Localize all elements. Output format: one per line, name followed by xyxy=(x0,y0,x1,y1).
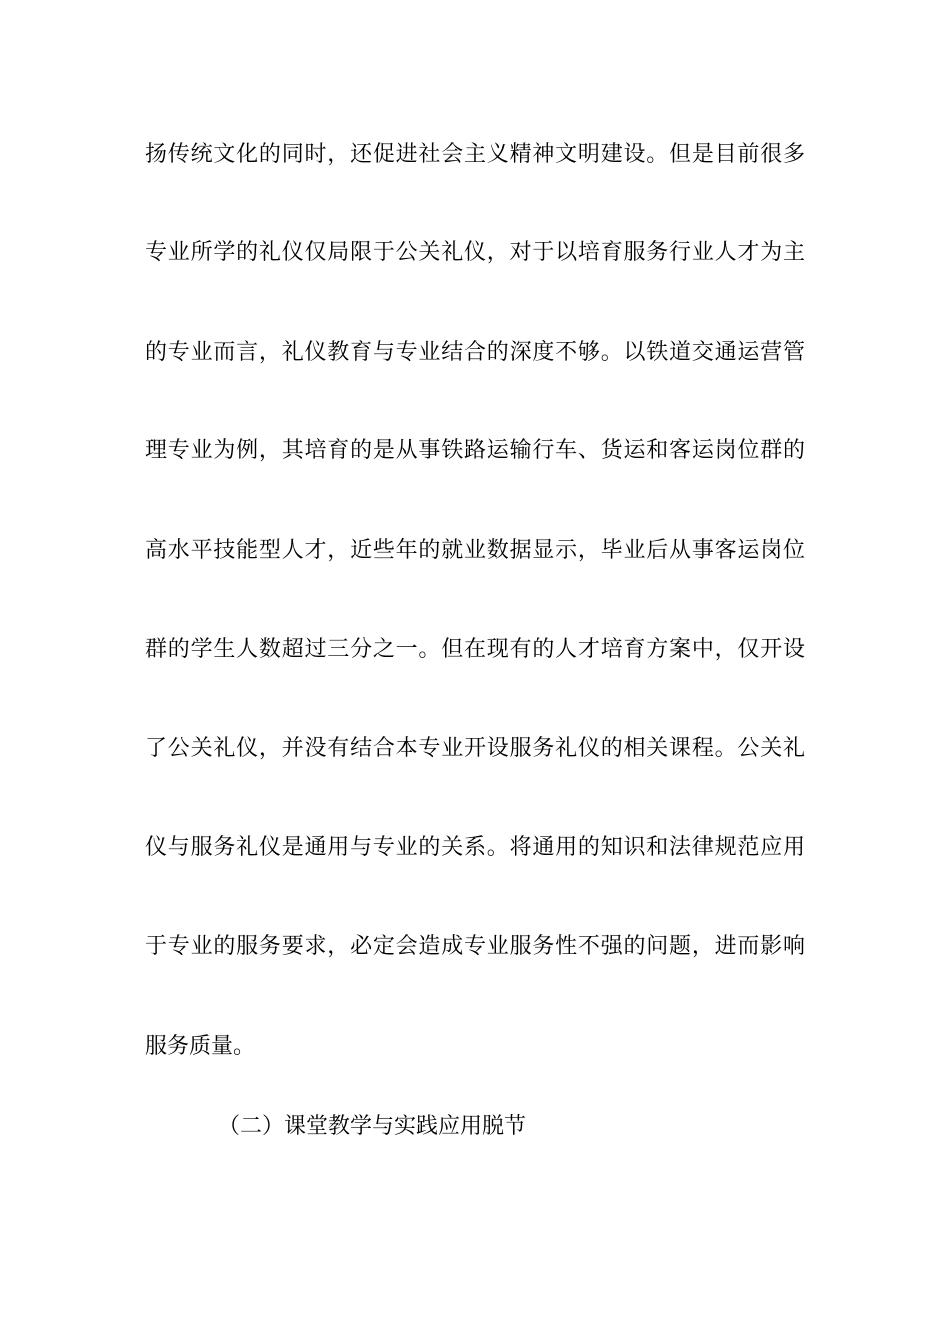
paragraph-line: 服务质量。 xyxy=(145,1034,256,1059)
paragraph-line: 专业所学的礼仪仅局限于公关礼仪，对于以培育服务行业人才为主 xyxy=(145,240,805,265)
paragraph-line: 的专业而言，礼仪教育与专业结合的深度不够。以铁道交通运营管 xyxy=(145,340,805,365)
paragraph-line: 扬传统文化的同时，还促进社会主义精神文明建设。但是目前很多 xyxy=(145,142,805,167)
paragraph-line: 了公关礼仪，并没有结合本专业开设服务礼仪的相关课程。公关礼 xyxy=(145,736,805,761)
paragraph-line: 仪与服务礼仪是通用与专业的关系。将通用的知识和法律规范应用 xyxy=(145,835,805,860)
paragraph-line: 理专业为例，其培育的是从事铁路运输行车、货运和客运岗位群的 xyxy=(145,438,805,463)
paragraph-line: 于专业的服务要求，必定会造成专业服务性不强的问题，进而影响 xyxy=(145,934,805,959)
paragraph-line: 群的学生人数超过三分之一。但在现有的人才培育方案中，仅开设 xyxy=(145,637,805,662)
paragraph-line: 高水平技能型人才，近些年的就业数据显示，毕业后从事客运岗位 xyxy=(145,538,805,563)
section-heading: （二）课堂教学与实践应用脱节 xyxy=(218,1114,527,1139)
